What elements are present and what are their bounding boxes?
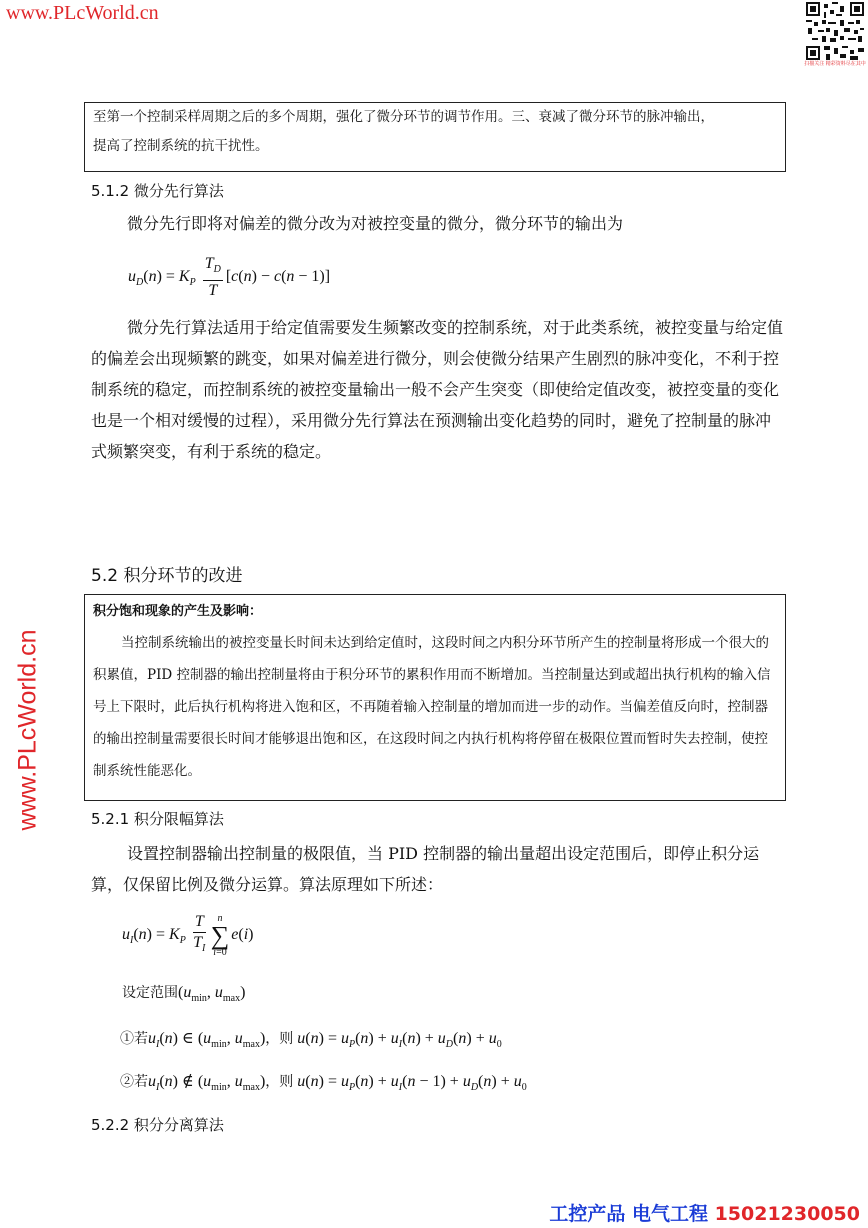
s512-paragraph: 微分先行算法适用于给定值需要发生频繁改变的控制系统，对于此类系统，被控变量与给定值的偏差会出现频繁的跳变，如果对偏差进行微分，则会使微分结果产生剧烈的脉冲变化，不利于控制系统的稳定，而控制系统的被控变量输出一般不会产生突变（即使给定值改变，被控变量的变化也是一个相对缓慢的过程），采用微分先行算法在预测输出变化趋势的同时，避免了控制量的脉冲式频繁突变，有利于系统的稳定。 [91, 318, 784, 461]
formula-integral: $u_I(n) = K_P$ $\frac{T}{T_I}$ n ∑ i=0e(i) [122, 912, 254, 958]
note-line-2: 提高了控制系统的抗干扰性。 [93, 138, 269, 154]
watermark-side: www.PLcWorld.cn [13, 629, 42, 831]
continued-note-box [84, 102, 786, 172]
heading-5-2-2: 5.2.2 积分分离算法 [91, 1116, 224, 1134]
case-2-then: ，则 [265, 1075, 294, 1090]
watermark-top: www.PLcWorld.cn [6, 2, 159, 24]
range-label: 设定范围 [122, 986, 178, 1001]
footer-phone: 15021230050 [714, 1203, 860, 1225]
case-1-prefix: ①若 [120, 1032, 148, 1047]
box2-body: 当控制系统输出的被控变量长时间未达到给定值时，这段时间之内积分环节所产生的控制量将形成一个很大的积累值，PID 控制器的输出控制量将由于积分环节的累积作用而不断增加。当控制量达到或超出执行机构的输入信号上下限时，此后执行机构将进入饱和区，不再随着输入控制量的增加而进一步的动作。当偏差值反向时，控制器的输出控制量需要很长时间才能够退出饱和区，在这段时间之内执行机构将停留在极限位置而暂时失去控制，使控制系统性能恶化。 [93, 635, 771, 779]
heading-5-2-1: 5.2.1 积分限幅算法 [91, 810, 224, 828]
formula-derivative-first: $u_D(n) = K_P$ $\frac{T_D}{T}$ [c(n) − c(n − 1)] [128, 255, 331, 299]
footer-text: 工控产品 电气工程 [549, 1203, 715, 1225]
case-1-then: ，则 [265, 1032, 294, 1047]
s512-intro: 微分先行即将对偏差的微分改为对被控变量的微分，微分环节的输出为 [127, 214, 624, 233]
s521-paragraph: 设置控制器输出控制量的极限值，当 PID 控制器的输出量超出设定范围后，即停止积分运算，仅保留比例及微分运算。算法原理如下所述： [91, 844, 760, 894]
heading-5-2: 5.2 积分环节的改进 [91, 566, 243, 586]
qr-code-icon [806, 2, 864, 60]
qr-caption: 扫描关注 精彩资料尽在其中 [804, 61, 866, 67]
case-2-line: ②若$u_I(n)$ ∉ ($u_{min}$, $u_{max}$)，则 $u(n) = u_P(n) + u_I(n - 1) + u_D(n) + u_0$ [120, 1073, 527, 1093]
box2-title: 积分饱和现象的产生及影响： [93, 604, 263, 619]
range-line: 设定范围($u_{min}$, $u_{max}$) [122, 984, 246, 1004]
integral-saturation-box [84, 594, 786, 801]
footer-ad [549, 1199, 860, 1226]
note-line-1: 至第一个控制采样周期之后的多个周期，强化了微分环节的调节作用。三、衰减了微分环节的脉冲输出， [93, 109, 714, 125]
heading-5-1-2: 5.1.2 微分先行算法 [91, 182, 224, 200]
case-1-line: ①若$u_I(n)$ ∈ ($u_{min}$, $u_{max}$)，则 $u(n) = u_P(n) + u_I(n) + u_D(n) + u_0$ [120, 1030, 502, 1050]
case-2-prefix: ②若 [120, 1075, 148, 1090]
